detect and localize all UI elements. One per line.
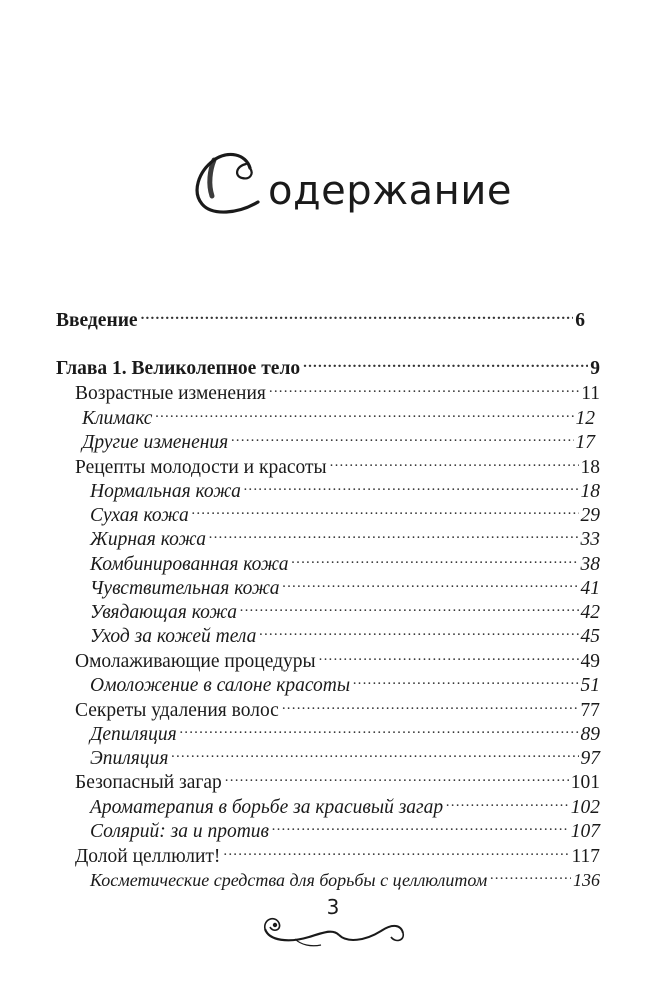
toc-entry-page: 6 [575, 310, 585, 331]
toc-entry-title: Возрастные изменения [75, 383, 266, 404]
toc-entry [90, 546, 600, 575]
toc-entry-title: Глава 1. Великолепное тело [56, 358, 301, 379]
toc-leader-dots [231, 424, 573, 448]
toc-entry [56, 350, 600, 379]
toc-entry-title: Эпиляция [90, 748, 169, 769]
toc-entry-page: 9 [590, 358, 600, 379]
toc-entry-page: 49 [580, 651, 600, 672]
toc-entry-title: Жирная кожа [90, 529, 207, 550]
toc-entry-title: Введение [56, 310, 138, 331]
title-text: одержание [268, 168, 512, 214]
toc-entry [75, 643, 600, 672]
toc-leader-dots [171, 740, 578, 764]
toc-entry-title: Омолаживающие процедуры [75, 651, 316, 672]
toc-entry-page: 18 [580, 481, 600, 502]
page-title [0, 140, 663, 230]
toc-leader-dots [141, 302, 574, 326]
toc-entry-page: 12 [575, 408, 595, 429]
toc-entry-title: Косметические средства для борьбы с целлюлитом [90, 870, 488, 890]
toc-entry-title: Омоложение в салоне красоты [90, 675, 351, 696]
toc-leader-dots [180, 716, 579, 740]
toc-entry-title: Комбинированная кожа [90, 554, 289, 575]
toc-entry [90, 813, 600, 842]
toc-entry-page: 11 [581, 383, 600, 404]
page-number: 3 [326, 895, 340, 919]
toc-entry-page: 41 [580, 578, 600, 599]
toc-entry-page: 38 [580, 554, 600, 575]
toc-entry-page: 51 [580, 675, 600, 696]
toc-entry-page: 101 [570, 772, 600, 793]
toc-entry-title: Солярий: за и против [90, 821, 269, 842]
toc-entry [75, 764, 600, 793]
toc-entry-page: 77 [580, 700, 600, 721]
toc-entry-page: 42 [580, 602, 600, 623]
toc-entry-title: Нормальная кожа [90, 481, 241, 502]
toc-leader-dots [446, 789, 569, 813]
page-footer [255, 895, 415, 955]
toc-entry-title: Ароматерапия в борьбе за красивый загар [90, 797, 444, 818]
toc-entry [90, 667, 600, 696]
script-initial-c [188, 140, 278, 230]
toc-entry [90, 716, 600, 745]
toc-entry [75, 449, 600, 478]
toc-entry-page: 17 [575, 432, 595, 453]
toc-entry-page: 33 [580, 529, 600, 550]
toc-leader-dots [303, 350, 588, 374]
toc-leader-dots [272, 813, 569, 837]
toc-entry-title: Уход за кожей тела [90, 626, 257, 647]
toc-entry-page: 107 [570, 821, 600, 842]
toc-leader-dots [269, 375, 579, 399]
toc-entry-page: 18 [580, 457, 600, 478]
toc-entry-title: Чувствительная кожа [90, 578, 280, 599]
toc-entry [90, 618, 600, 647]
toc-leader-dots [244, 473, 579, 497]
toc-leader-dots [282, 692, 579, 716]
toc-entry [90, 740, 600, 769]
toc-entry-title: Безопасный загар [75, 772, 222, 793]
toc-entry-title: Депиляция [90, 724, 177, 745]
toc-entry [82, 400, 595, 429]
toc-entry-title: Климакс [82, 408, 153, 429]
toc-entry-title: Рецепты молодости и красоты [75, 457, 327, 478]
toc-entry-title: Долой целлюлит! [75, 846, 221, 867]
toc-leader-dots [223, 838, 569, 862]
toc-leader-dots [192, 497, 579, 521]
toc-entry [90, 862, 600, 890]
toc-entry [90, 497, 600, 526]
toc-entry-page: 117 [571, 846, 600, 867]
toc-entry-page: 29 [580, 505, 600, 526]
toc-entry [75, 692, 600, 721]
toc-leader-dots [319, 643, 579, 667]
toc-entry [90, 570, 600, 599]
toc-leader-dots [259, 618, 578, 642]
toc-leader-dots [240, 594, 578, 618]
toc-leader-dots [209, 521, 578, 545]
toc-leader-dots [330, 449, 579, 473]
toc-entry-page: 136 [573, 870, 600, 890]
toc-entry-title: Другие изменения [82, 432, 229, 453]
toc-entry [56, 302, 585, 331]
toc-entry [82, 424, 595, 453]
toc-entry [75, 838, 600, 867]
toc-leader-dots [490, 862, 571, 886]
toc-entry [90, 594, 600, 623]
toc-leader-dots [283, 570, 579, 594]
toc-entry [90, 789, 600, 818]
toc-entry-page: 97 [580, 748, 600, 769]
toc-leader-dots [155, 400, 573, 424]
toc-leader-dots [225, 764, 569, 788]
toc-entry-title: Сухая кожа [90, 505, 189, 526]
toc-entry-page: 89 [580, 724, 600, 745]
toc-leader-dots [292, 546, 579, 570]
toc-entry-title: Секреты удаления волос [75, 700, 279, 721]
toc-entry-page: 45 [580, 626, 600, 647]
toc-entry-page: 102 [570, 797, 600, 818]
toc-entry-title: Увядающая кожа [90, 602, 238, 623]
toc-entry [75, 375, 600, 404]
toc-entry [90, 473, 600, 502]
toc-leader-dots [353, 667, 578, 691]
toc-entry [90, 521, 600, 550]
